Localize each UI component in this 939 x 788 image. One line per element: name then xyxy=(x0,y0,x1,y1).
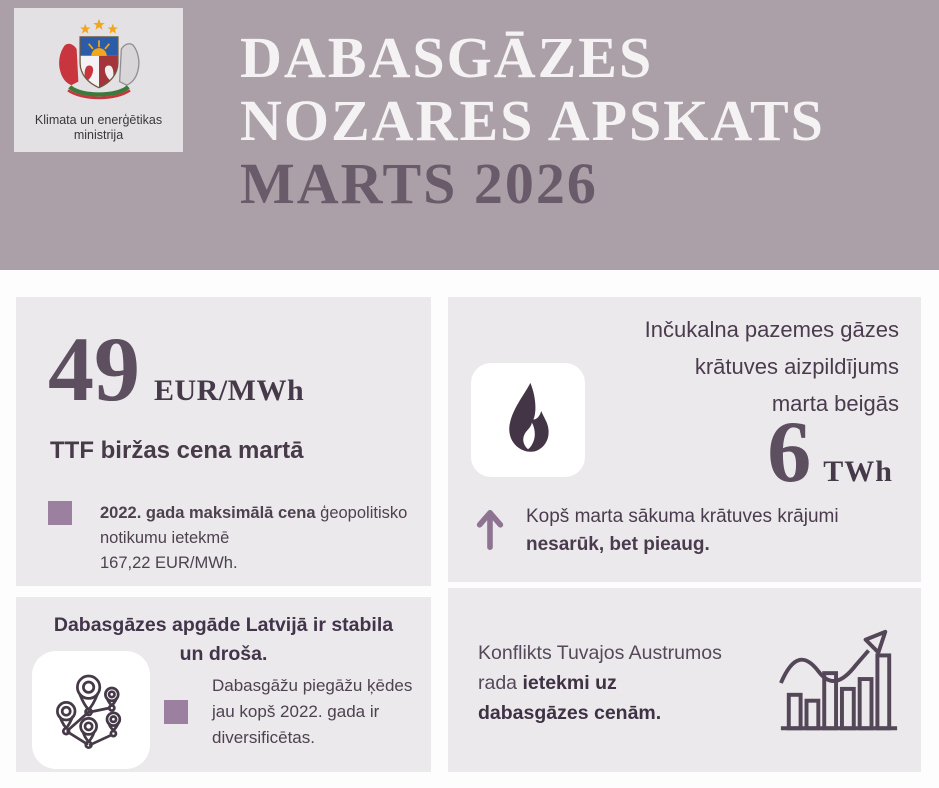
ministry-logo xyxy=(14,8,183,152)
square-bullet-icon xyxy=(164,700,188,724)
storage-note-bold: nesarūk, bet pieaug. xyxy=(526,533,710,555)
card-supply xyxy=(16,597,431,772)
ttf-note-text xyxy=(100,501,431,576)
ttf-note-row xyxy=(48,501,431,576)
header-banner xyxy=(0,0,939,270)
bar-chart-up-icon xyxy=(775,618,903,746)
supply-note-text: Dabasgāžu piegāžu ķēdes jau kopš 2022. gada ir diversificētas. xyxy=(212,676,413,747)
ttf-note-bold: 2022. gada maksimālā cena xyxy=(100,504,316,522)
storage-heading: Inčukalna pazemes gāzes krātuves aizpildījums marta beigās xyxy=(644,317,899,416)
card-ttf-price xyxy=(16,297,431,586)
storage-value: 6 xyxy=(767,404,812,501)
storage-note-text xyxy=(526,503,839,559)
ttf-price-label: TTF biržas cena martā xyxy=(50,437,304,464)
storage-note-row xyxy=(474,501,839,560)
card-market xyxy=(448,588,921,772)
card-storage xyxy=(448,297,921,582)
page-title xyxy=(240,26,825,215)
map-pins-icon xyxy=(47,664,135,757)
title-subtitle: MARTS 2026 xyxy=(240,151,598,216)
market-line-3: dabasgāzes cenām. xyxy=(478,702,662,724)
title-line-2: NOZARES APSKATS xyxy=(240,88,825,153)
ttf-price-value-row xyxy=(16,297,431,420)
market-text xyxy=(478,638,722,728)
map-pins-icon-tile xyxy=(32,651,150,769)
flame-icon xyxy=(489,379,567,462)
market-line-2: rada ietekmi uz xyxy=(478,672,617,694)
supply-note-row xyxy=(164,673,430,751)
ttf-price-unit: EUR/MWh xyxy=(154,374,305,407)
arrow-up-icon xyxy=(474,501,506,560)
ttf-note-value: 167,22 EUR/MWh. xyxy=(100,554,238,572)
title-line-1: DABASGĀZES xyxy=(240,25,654,90)
storage-note-regular: Kopš marta sākuma krātuves krājumi xyxy=(526,505,839,527)
supply-heading: Dabasgāzes apgāde Latvijā ir stabila un droša. xyxy=(53,614,394,665)
storage-unit: TWh xyxy=(823,455,893,488)
flame-icon-tile xyxy=(471,363,585,477)
storage-value-row xyxy=(767,404,893,501)
market-line-1: Konflikts Tuvajos Austrumos xyxy=(478,642,722,664)
ttf-note-regular: ģeopolitisko notikumu ietekmē xyxy=(100,504,408,547)
ttf-price-value: 49 xyxy=(48,318,140,420)
ministry-name: Klimata un enerģētikas ministrija xyxy=(34,113,163,142)
square-bullet-icon xyxy=(48,501,72,525)
latvia-coat-of-arms-icon xyxy=(47,18,151,109)
